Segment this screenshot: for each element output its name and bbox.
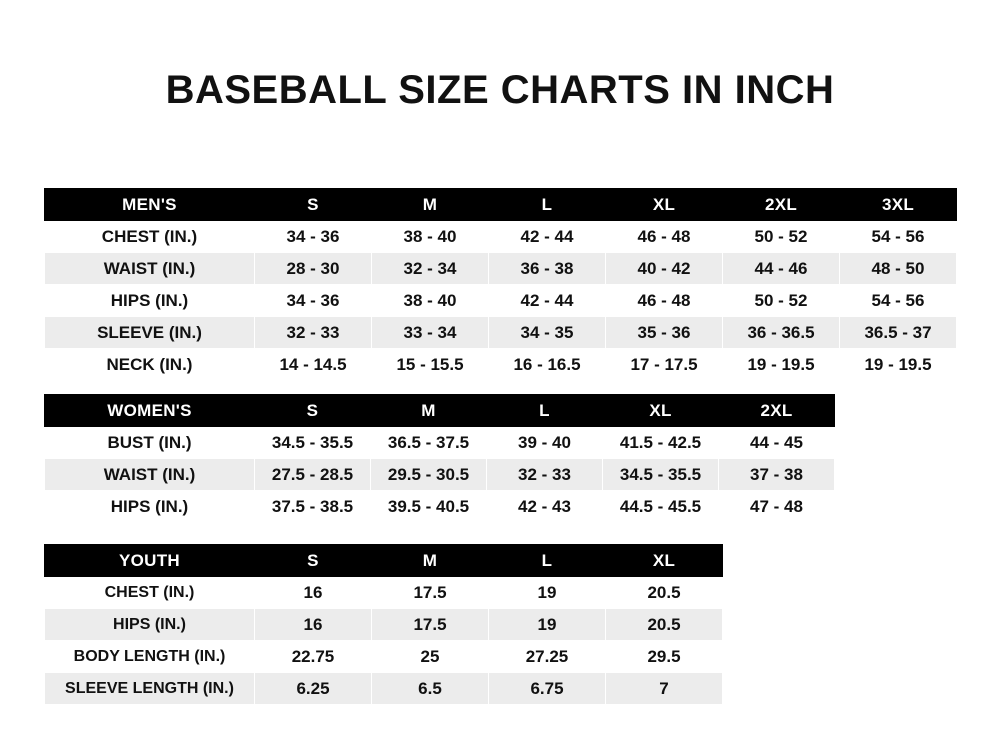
cell-value: 14 - 14.5 bbox=[255, 349, 372, 381]
cell-value: 19 bbox=[489, 577, 606, 609]
cell-value: 42 - 43 bbox=[487, 491, 603, 523]
cell-value: 47 - 48 bbox=[719, 491, 835, 523]
column-header-m: M bbox=[371, 395, 487, 427]
table-row bbox=[45, 491, 835, 523]
cell-value: 33 - 34 bbox=[372, 317, 489, 349]
cell-value: 25 bbox=[372, 641, 489, 673]
row-label: BUST (IN.) bbox=[45, 427, 255, 459]
table-row bbox=[45, 673, 723, 705]
cell-value: 46 - 48 bbox=[606, 221, 723, 253]
cell-value: 50 - 52 bbox=[723, 285, 840, 317]
column-header-s: S bbox=[255, 545, 372, 577]
cell-value: 19 - 19.5 bbox=[723, 349, 840, 381]
page-title: BASEBALL SIZE CHARTS IN INCH bbox=[165, 68, 835, 112]
cell-value: 48 - 50 bbox=[840, 253, 957, 285]
row-label: BODY LENGTH (IN.) bbox=[45, 641, 255, 673]
cell-value: 36 - 36.5 bbox=[723, 317, 840, 349]
column-header-xl: XL bbox=[603, 395, 719, 427]
cell-value: 27.25 bbox=[489, 641, 606, 673]
column-header-2xl: 2XL bbox=[719, 395, 835, 427]
table-header-row bbox=[45, 395, 835, 427]
column-header-l: L bbox=[489, 545, 606, 577]
cell-value: 17 - 17.5 bbox=[606, 349, 723, 381]
column-header-category: WOMEN'S bbox=[45, 395, 255, 427]
cell-value: 44 - 45 bbox=[719, 427, 835, 459]
table-row bbox=[45, 349, 957, 381]
column-header-l: L bbox=[489, 189, 606, 221]
row-label: CHEST (IN.) bbox=[45, 221, 255, 253]
youth-size-table bbox=[44, 544, 723, 705]
table-row bbox=[45, 285, 957, 317]
table-row bbox=[45, 459, 835, 491]
cell-value: 37.5 - 38.5 bbox=[255, 491, 371, 523]
cell-value: 34.5 - 35.5 bbox=[603, 459, 719, 491]
cell-value: 29.5 - 30.5 bbox=[371, 459, 487, 491]
column-header-3xl: 3XL bbox=[840, 189, 957, 221]
cell-value: 16 bbox=[255, 577, 372, 609]
table-row bbox=[45, 221, 957, 253]
row-label: SLEEVE LENGTH (IN.) bbox=[45, 673, 255, 705]
cell-value: 54 - 56 bbox=[840, 221, 957, 253]
cell-value: 15 - 15.5 bbox=[372, 349, 489, 381]
cell-value: 34 - 35 bbox=[489, 317, 606, 349]
cell-value: 36.5 - 37.5 bbox=[371, 427, 487, 459]
column-header-category: YOUTH bbox=[45, 545, 255, 577]
cell-value: 7 bbox=[606, 673, 723, 705]
cell-value: 17.5 bbox=[372, 577, 489, 609]
column-header-s: S bbox=[255, 395, 371, 427]
row-label: NECK (IN.) bbox=[45, 349, 255, 381]
cell-value: 28 - 30 bbox=[255, 253, 372, 285]
cell-value: 32 - 33 bbox=[487, 459, 603, 491]
cell-value: 6.5 bbox=[372, 673, 489, 705]
row-label: CHEST (IN.) bbox=[45, 577, 255, 609]
cell-value: 40 - 42 bbox=[606, 253, 723, 285]
row-label: HIPS (IN.) bbox=[45, 491, 255, 523]
cell-value: 50 - 52 bbox=[723, 221, 840, 253]
cell-value: 17.5 bbox=[372, 609, 489, 641]
table-row bbox=[45, 317, 957, 349]
table-header-row bbox=[45, 545, 723, 577]
table-row bbox=[45, 641, 723, 673]
cell-value: 41.5 - 42.5 bbox=[603, 427, 719, 459]
mens-size-table bbox=[44, 188, 957, 381]
cell-value: 20.5 bbox=[606, 577, 723, 609]
cell-value: 6.25 bbox=[255, 673, 372, 705]
cell-value: 36 - 38 bbox=[489, 253, 606, 285]
cell-value: 38 - 40 bbox=[372, 221, 489, 253]
cell-value: 42 - 44 bbox=[489, 221, 606, 253]
row-label: WAIST (IN.) bbox=[45, 253, 255, 285]
cell-value: 19 bbox=[489, 609, 606, 641]
cell-value: 34 - 36 bbox=[255, 221, 372, 253]
cell-value: 32 - 34 bbox=[372, 253, 489, 285]
womens-size-table bbox=[44, 394, 835, 523]
column-header-l: L bbox=[487, 395, 603, 427]
cell-value: 27.5 - 28.5 bbox=[255, 459, 371, 491]
cell-value: 36.5 - 37 bbox=[840, 317, 957, 349]
column-header-s: S bbox=[255, 189, 372, 221]
column-header-m: M bbox=[372, 545, 489, 577]
column-header-m: M bbox=[372, 189, 489, 221]
cell-value: 16 bbox=[255, 609, 372, 641]
table-row bbox=[45, 253, 957, 285]
row-label: SLEEVE (IN.) bbox=[45, 317, 255, 349]
cell-value: 20.5 bbox=[606, 609, 723, 641]
cell-value: 22.75 bbox=[255, 641, 372, 673]
table-row bbox=[45, 577, 723, 609]
cell-value: 39.5 - 40.5 bbox=[371, 491, 487, 523]
cell-value: 16 - 16.5 bbox=[489, 349, 606, 381]
cell-value: 29.5 bbox=[606, 641, 723, 673]
cell-value: 38 - 40 bbox=[372, 285, 489, 317]
column-header-category: MEN'S bbox=[45, 189, 255, 221]
table-row bbox=[45, 427, 835, 459]
cell-value: 19 - 19.5 bbox=[840, 349, 957, 381]
column-header-xl: XL bbox=[606, 545, 723, 577]
cell-value: 44 - 46 bbox=[723, 253, 840, 285]
cell-value: 34 - 36 bbox=[255, 285, 372, 317]
table-row bbox=[45, 609, 723, 641]
cell-value: 34.5 - 35.5 bbox=[255, 427, 371, 459]
row-label: HIPS (IN.) bbox=[45, 285, 255, 317]
cell-value: 54 - 56 bbox=[840, 285, 957, 317]
cell-value: 39 - 40 bbox=[487, 427, 603, 459]
row-label: HIPS (IN.) bbox=[45, 609, 255, 641]
cell-value: 44.5 - 45.5 bbox=[603, 491, 719, 523]
column-header-xl: XL bbox=[606, 189, 723, 221]
cell-value: 32 - 33 bbox=[255, 317, 372, 349]
cell-value: 35 - 36 bbox=[606, 317, 723, 349]
table-header-row bbox=[45, 189, 957, 221]
column-header-2xl: 2XL bbox=[723, 189, 840, 221]
row-label: WAIST (IN.) bbox=[45, 459, 255, 491]
cell-value: 37 - 38 bbox=[719, 459, 835, 491]
cell-value: 6.75 bbox=[489, 673, 606, 705]
cell-value: 46 - 48 bbox=[606, 285, 723, 317]
cell-value: 42 - 44 bbox=[489, 285, 606, 317]
